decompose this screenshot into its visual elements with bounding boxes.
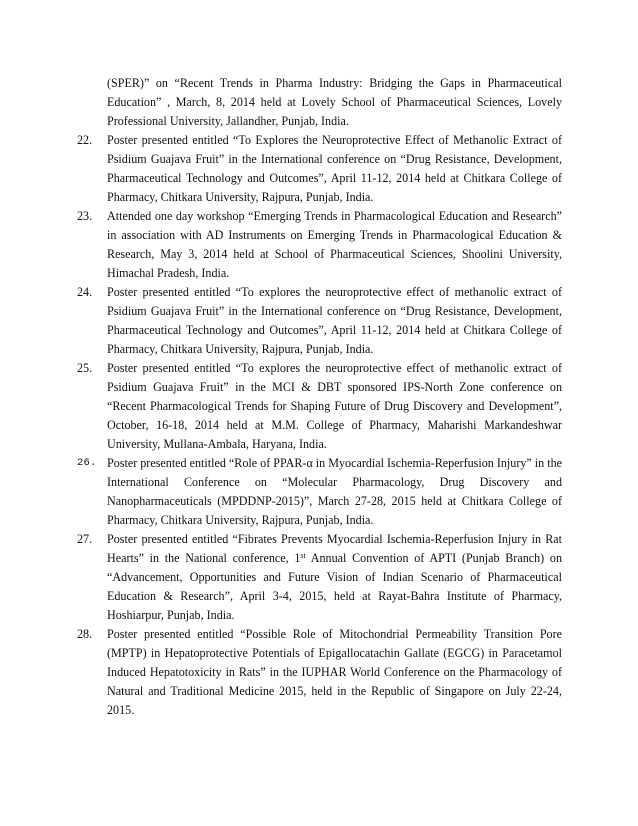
entry-text	[107, 530, 562, 625]
list-item-28	[77, 625, 562, 720]
entry-text: Poster presented entitled “Possible Role of Mitochondrial Permeability Transition Pore (MPTP) in Hepatoprotective Potentials of Epigallocatachin Gallate (EGCG) in Paracetamol Induced Hepatotoxicity in Rats” in the IUPHAR World Conference on the Pharmacology of Natural and Traditional Medicine 2015, held in the Republic of Singapore on July 22-24, 2015.	[107, 627, 562, 717]
entry-text-part: Annual Convention of APTI (Punjab Branch) on “Advancement, Opportunities and Future Vision of Indian Scenario of Pharmaceutical Education & Research”, April 3-4, 2015, held at Rayat-Bahra Institute of Pharmacy, Hoshiarpur, Punjab, India.	[107, 550, 562, 622]
entry-text: Poster presented entitled “To Explores the Neuroprotective Effect of Methanolic Extract of Psidium Guajava Fruit” in the International conference on “Drug Resistance, Development, Pharmaceutical Technology and Outcomes”, April 11-12, 2014 held at Chitkara College of Pharmacy, Chitkara University, Rajpura, Punjab, India.	[107, 133, 562, 204]
entry-number: 27.	[77, 532, 93, 546]
entry-text: Attended one day workshop “Emerging Trends in Pharmacological Education and Research” in association with AD Instruments on Emerging Trends in Pharmacological Education & Research, May 3, 2014 held at School of Pharmaceutical Sciences, Shoolini University, Himachal Pradesh, India.	[107, 209, 562, 280]
entry-number: 26.	[77, 457, 97, 469]
entry-text-part: Poster presented entitled “Fibrates Prevents Myocardial Ischemia-Reperfusion Injury in Rat Hearts” in the National conference, 1	[107, 532, 562, 565]
entry-number: 25.	[77, 361, 93, 375]
entry-text: (SPER)” on “Recent Trends in Pharma Industry: Bridging the Gaps in Pharmaceutical Education” , March, 8, 2014 held at Lovely School of Pharmaceutical Sciences, Lovely Professional University, Jallandher, Punjab, India.	[107, 76, 562, 128]
list-item-continuation	[77, 74, 562, 131]
entry-text: Poster presented entitled “To explores the neuroprotective effect of methanolic extract of Psidium Guajava Fruit” in the MCI & DBT sponsored IPS-North Zone conference on “Recent Pharmacological Trends for Shaping Future of Drug Discovery and Development”, October, 16-18, 2014 held at M.M. College of Pharmacy, Maharishi Markandeshwar University, Mullana-Ambala, Haryana, India.	[107, 361, 562, 451]
entry-number: 22.	[77, 133, 93, 147]
list-item-25	[77, 359, 562, 454]
list-item-26	[77, 454, 562, 530]
list-item-23	[77, 207, 562, 283]
list-item-24	[77, 283, 562, 359]
entry-number: 24.	[77, 285, 93, 299]
entry-text: Poster presented entitled “To explores the neuroprotective effect of methanolic extract of Psidium Guajava Fruit” in the International conference on “Drug Resistance, Development, Pharmaceutical Technology and Outcomes”, April 11-12, 2014 held at Chitkara College of Pharmacy, Chitkara University, Rajpura, Punjab, India.	[107, 285, 562, 356]
entry-text: Poster presented entitled “Role of PPAR-α in Myocardial Ischemia-Reperfusion Injury” in the International Conference on “Molecular Pharmacology, Drug Discovery and Nanopharmaceuticals (MPDDNP-2015)”, March 27-28, 2015 held at Chitkara College of Pharmacy, Chitkara University, Rajpura, Punjab, India.	[107, 456, 562, 527]
list-item-22	[77, 131, 562, 207]
entry-number: 28.	[77, 627, 93, 641]
superscript: st	[300, 550, 306, 560]
entry-number: 23.	[77, 209, 93, 223]
list-item-27	[77, 530, 562, 625]
